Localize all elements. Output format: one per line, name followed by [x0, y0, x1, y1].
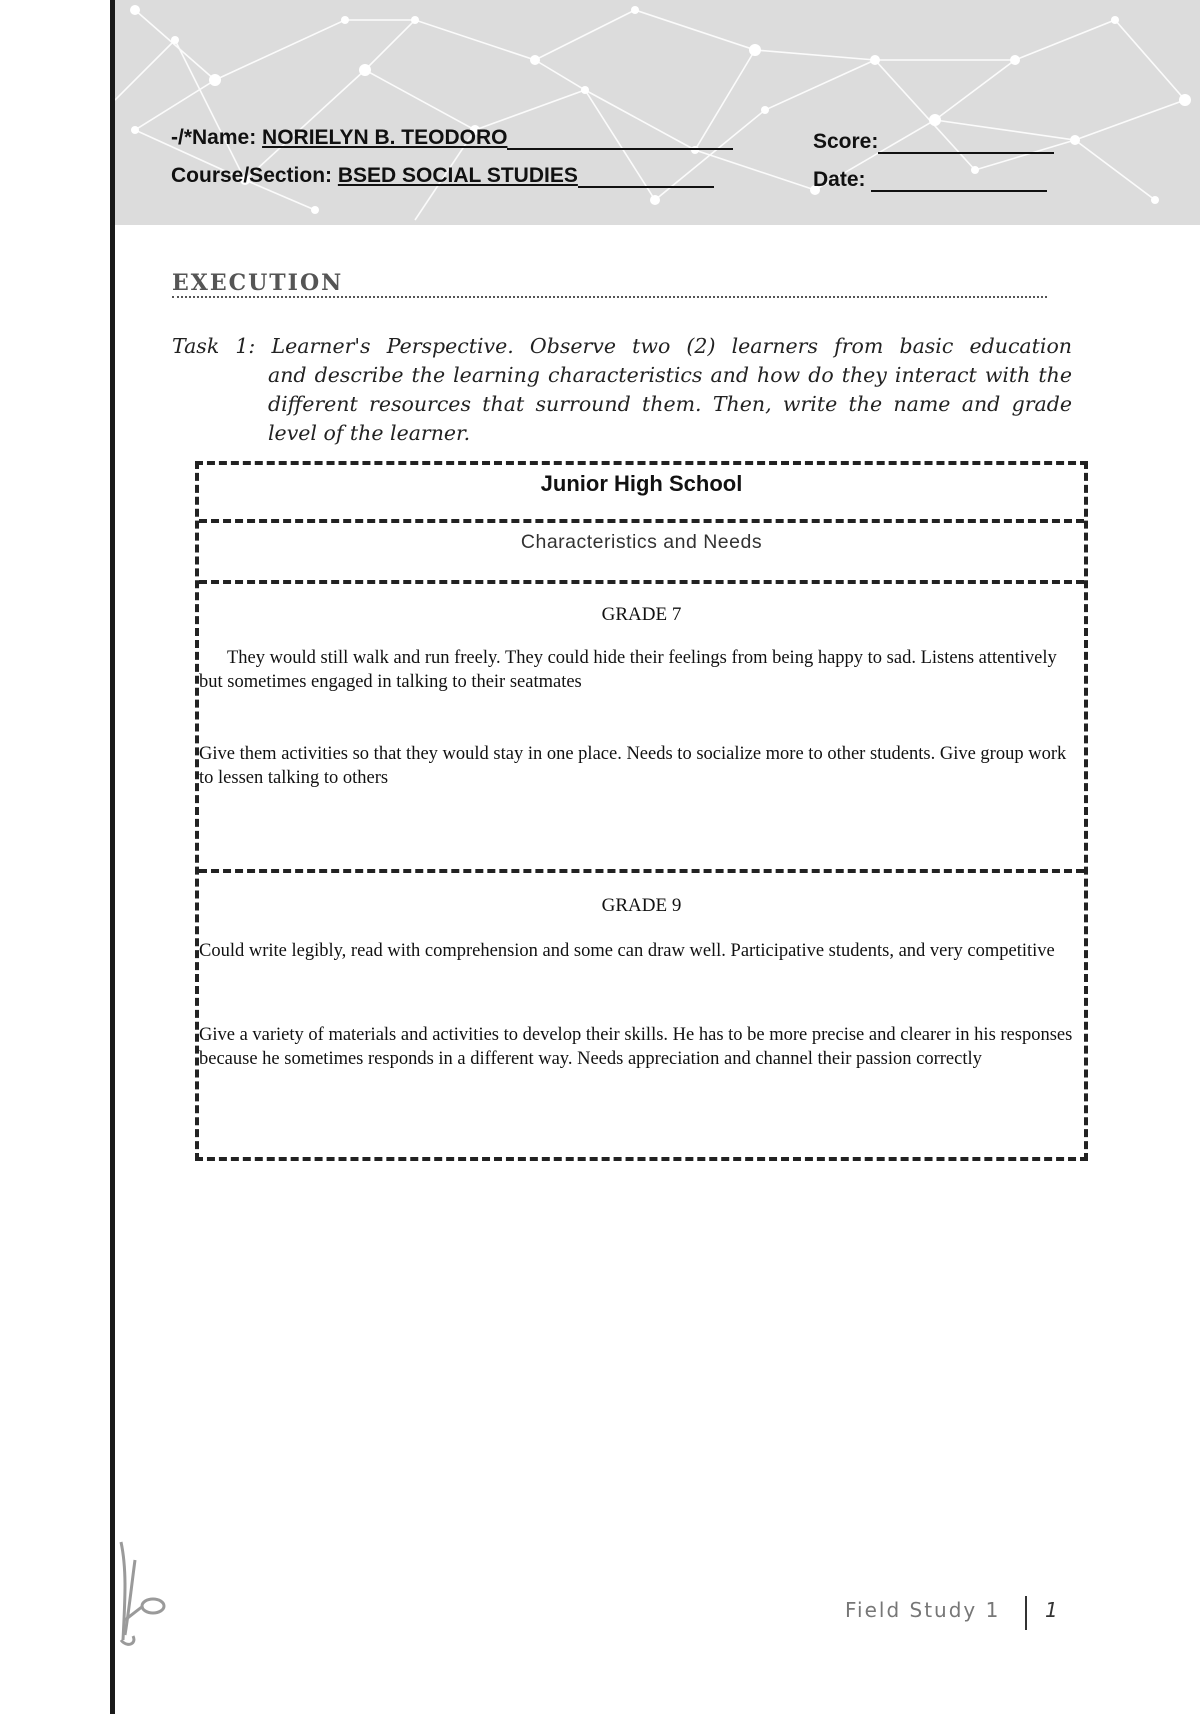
name-row: [171, 126, 733, 150]
grade9-needs: Give a variety of materials and activities to develop their skills. He has to be more precise and clearer in his responses because he sometimes responds in a different way. Needs appreciation and channel their passion correctly: [199, 1025, 1073, 1069]
grade7-needs: Give them activities so that they would stay in one place. Needs to socialize more to other students. Give group work to lessen talking to others: [199, 744, 1067, 788]
table-title: Junior High School: [199, 465, 1084, 523]
score-row: [813, 130, 1054, 154]
name-value: NORIELYN B. TEODORO: [262, 126, 508, 149]
grade9-heading: GRADE 9: [601, 895, 682, 916]
grade9-cell: [199, 873, 1084, 1157]
grade9-characteristics: Could write legibly, read with comprehension and some can draw well. Participative students, and very competitive: [199, 941, 1055, 961]
name-label: -/*Name:: [171, 126, 257, 149]
scissors-icon: [113, 1540, 173, 1650]
binding-line: [110, 0, 115, 1714]
grade7-characteristics: They would still walk and run freely. They could hide their feelings from being happy to sad. Listens attentively but sometimes engaged in talking to their seatmates: [199, 648, 1057, 692]
footer: [845, 1598, 1065, 1632]
table-subtitle: Characteristics and Needs: [199, 523, 1084, 584]
task-1-instructions: [172, 332, 1072, 448]
task-rest: and describe the learning characteristics and how do they interact with the different resources that surround them. Then, write the name and grade level of the learner.: [268, 363, 1072, 445]
score-label: Score:: [813, 130, 879, 153]
task-first-line: Task 1: Learner's Perspective. Observe two (2) learners from basic education: [172, 334, 1072, 358]
footer-separator: [1025, 1596, 1027, 1630]
name-underline: [507, 148, 733, 150]
course-label: Course/Section:: [171, 164, 333, 187]
course-value: BSED SOCIAL STUDIES: [337, 164, 578, 187]
footer-label: Field Study 1: [845, 1598, 1001, 1622]
header-band: [115, 0, 1200, 225]
grade7-heading: GRADE 7: [601, 604, 682, 625]
learner-table: [195, 461, 1088, 1161]
date-underline: [871, 190, 1047, 192]
score-underline: [878, 152, 1054, 154]
course-row: [171, 164, 714, 188]
date-label: Date:: [813, 168, 866, 191]
page-number: 1: [1045, 1598, 1060, 1622]
execution-title: EXECUTION: [172, 270, 1047, 298]
grade7-cell: [199, 584, 1084, 873]
date-row: [813, 168, 1047, 192]
course-underline: [578, 186, 714, 188]
